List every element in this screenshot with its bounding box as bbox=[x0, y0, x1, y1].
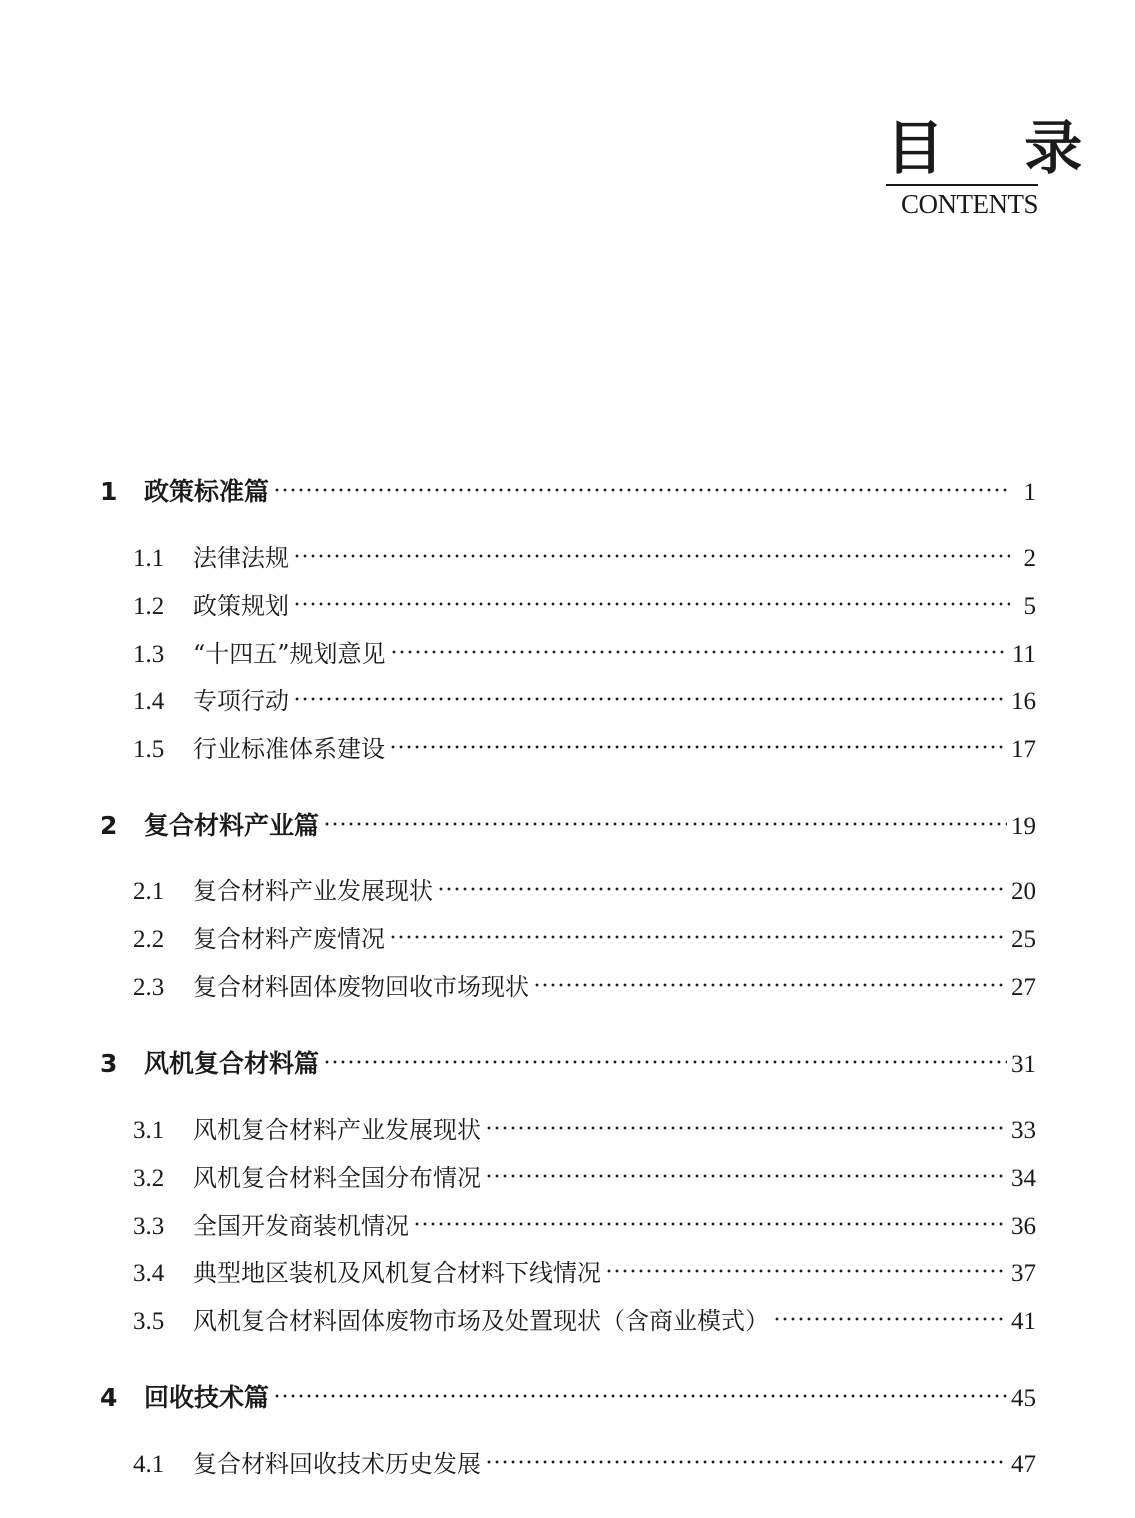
toc-page-number: 27 bbox=[1011, 974, 1036, 1001]
toc-entry-title: 复合材料产废情况 bbox=[193, 925, 385, 953]
dot-leader bbox=[293, 602, 1010, 606]
toc-page-number: 17 bbox=[1011, 736, 1036, 763]
toc-entry-number: 1 bbox=[100, 477, 118, 506]
contents-title-cn: 目 录 bbox=[886, 114, 1113, 182]
toc-entry-number: 1.1 bbox=[133, 545, 165, 572]
toc-page-number: 41 bbox=[1011, 1308, 1036, 1335]
contents-header bbox=[886, 112, 1113, 222]
toc-entry-title: 风机复合材料篇 bbox=[144, 1049, 320, 1078]
dot-leader bbox=[273, 1394, 1007, 1398]
toc-entry-number: 2.3 bbox=[133, 974, 165, 1001]
toc-page-number: 2 bbox=[1023, 545, 1036, 572]
toc-page-number: 34 bbox=[1011, 1165, 1036, 1192]
toc-entry-title: 复合材料产业篇 bbox=[144, 811, 320, 840]
dot-leader bbox=[273, 488, 1010, 492]
toc-section-entry[interactable] bbox=[133, 729, 1036, 764]
dot-leader bbox=[293, 554, 1010, 558]
toc-entry-number: 1.3 bbox=[133, 641, 165, 668]
toc-page-number: 5 bbox=[1023, 593, 1036, 620]
contents-title-en: CONTENTS bbox=[901, 189, 1038, 219]
toc-entry-title: 复合材料回收技术历史发展 bbox=[193, 1450, 481, 1478]
toc-page-number: 16 bbox=[1011, 688, 1036, 715]
toc-section-entry[interactable] bbox=[133, 1253, 1036, 1288]
toc-page-number: 37 bbox=[1011, 1260, 1036, 1287]
toc-entry-number: 4 bbox=[100, 1383, 118, 1412]
toc-page-number: 20 bbox=[1011, 878, 1036, 905]
dot-leader bbox=[413, 1222, 1007, 1226]
toc-section-entry[interactable] bbox=[133, 681, 1036, 716]
toc-entry-title: 复合材料固体废物回收市场现状 bbox=[193, 973, 529, 1001]
dot-leader bbox=[323, 1060, 1007, 1064]
toc-entry-number: 2.2 bbox=[133, 926, 165, 953]
toc-page-number: 19 bbox=[1011, 813, 1036, 840]
toc-entry-number: 4.1 bbox=[133, 1451, 165, 1478]
toc-entry-number: 1.2 bbox=[133, 593, 165, 620]
dot-leader bbox=[485, 1126, 1007, 1130]
toc-section-entry[interactable] bbox=[133, 1158, 1036, 1193]
dot-leader bbox=[389, 935, 1007, 939]
toc-section-entry[interactable] bbox=[133, 967, 1036, 1002]
toc-entry-title: 法律法规 bbox=[193, 544, 289, 572]
toc-entry-number: 3.5 bbox=[133, 1308, 165, 1335]
toc-section-entry[interactable] bbox=[133, 634, 1036, 669]
toc-section-entry[interactable] bbox=[133, 1110, 1036, 1145]
toc-entry-title: 风机复合材料全国分布情况 bbox=[193, 1164, 481, 1192]
dot-leader bbox=[485, 1174, 1007, 1178]
toc-entry-number: 2 bbox=[100, 811, 118, 840]
toc-entry-title: 风机复合材料产业发展现状 bbox=[193, 1116, 481, 1144]
toc-page-number: 31 bbox=[1011, 1051, 1036, 1078]
toc-page-number: 33 bbox=[1011, 1117, 1036, 1144]
dot-leader bbox=[773, 1317, 1007, 1321]
toc-page-number: 1 bbox=[1023, 479, 1036, 506]
toc-entry-number: 3 bbox=[100, 1049, 118, 1078]
toc-entry-title: 行业标准体系建设 bbox=[193, 735, 385, 763]
toc-entry-number: 1.4 bbox=[133, 688, 165, 715]
toc-section-entry[interactable] bbox=[133, 586, 1036, 621]
dot-leader bbox=[437, 887, 1007, 891]
toc-page-number: 45 bbox=[1011, 1385, 1036, 1412]
toc-entry-number: 3.2 bbox=[133, 1165, 165, 1192]
toc-chapter-entry[interactable] bbox=[100, 806, 1036, 842]
toc-page-number: 25 bbox=[1011, 926, 1036, 953]
toc-entry-title: 政策标准篇 bbox=[144, 477, 270, 506]
toc-entry-title: 专项行动 bbox=[193, 687, 289, 715]
toc-entry-title: 典型地区装机及风机复合材料下线情况 bbox=[193, 1259, 601, 1287]
dot-leader bbox=[605, 1269, 1007, 1273]
toc-entry-title: 全国开发商装机情况 bbox=[193, 1212, 409, 1240]
toc-entry-title: 回收技术篇 bbox=[144, 1383, 270, 1412]
toc-entry-number: 1.5 bbox=[133, 736, 165, 763]
toc-entry-number: 3.4 bbox=[133, 1260, 165, 1287]
dot-leader bbox=[293, 697, 1007, 701]
toc-entry-title: 复合材料产业发展现状 bbox=[193, 877, 433, 905]
toc-entry-title: 风机复合材料固体废物市场及处置现状（含商业模式） bbox=[193, 1307, 769, 1335]
toc-chapter-entry[interactable] bbox=[100, 472, 1036, 508]
dot-leader bbox=[485, 1460, 1007, 1464]
toc-section-entry[interactable] bbox=[133, 871, 1036, 906]
toc-page-number: 47 bbox=[1011, 1451, 1036, 1478]
toc-entry-number: 3.1 bbox=[133, 1117, 165, 1144]
toc-chapter-entry[interactable] bbox=[100, 1044, 1036, 1080]
toc-section-entry[interactable] bbox=[133, 1206, 1036, 1241]
toc-section-entry[interactable] bbox=[133, 919, 1036, 954]
toc-page-number: 36 bbox=[1011, 1213, 1036, 1240]
dot-leader bbox=[389, 745, 1007, 749]
toc-entry-title: “十四五”规划意见 bbox=[193, 640, 386, 668]
toc-entry-title: 政策规划 bbox=[193, 592, 289, 620]
toc-section-entry[interactable] bbox=[133, 538, 1036, 573]
toc-section-entry[interactable] bbox=[133, 1301, 1036, 1336]
toc-entry-number: 2.1 bbox=[133, 878, 165, 905]
toc-chapter-entry[interactable] bbox=[100, 1378, 1036, 1414]
toc-page-number: 11 bbox=[1011, 641, 1036, 668]
dot-leader bbox=[323, 822, 1007, 826]
toc-entry-number: 3.3 bbox=[133, 1213, 165, 1240]
dot-leader bbox=[533, 983, 1007, 987]
dot-leader bbox=[390, 650, 1008, 654]
toc-section-entry[interactable] bbox=[133, 1444, 1036, 1479]
